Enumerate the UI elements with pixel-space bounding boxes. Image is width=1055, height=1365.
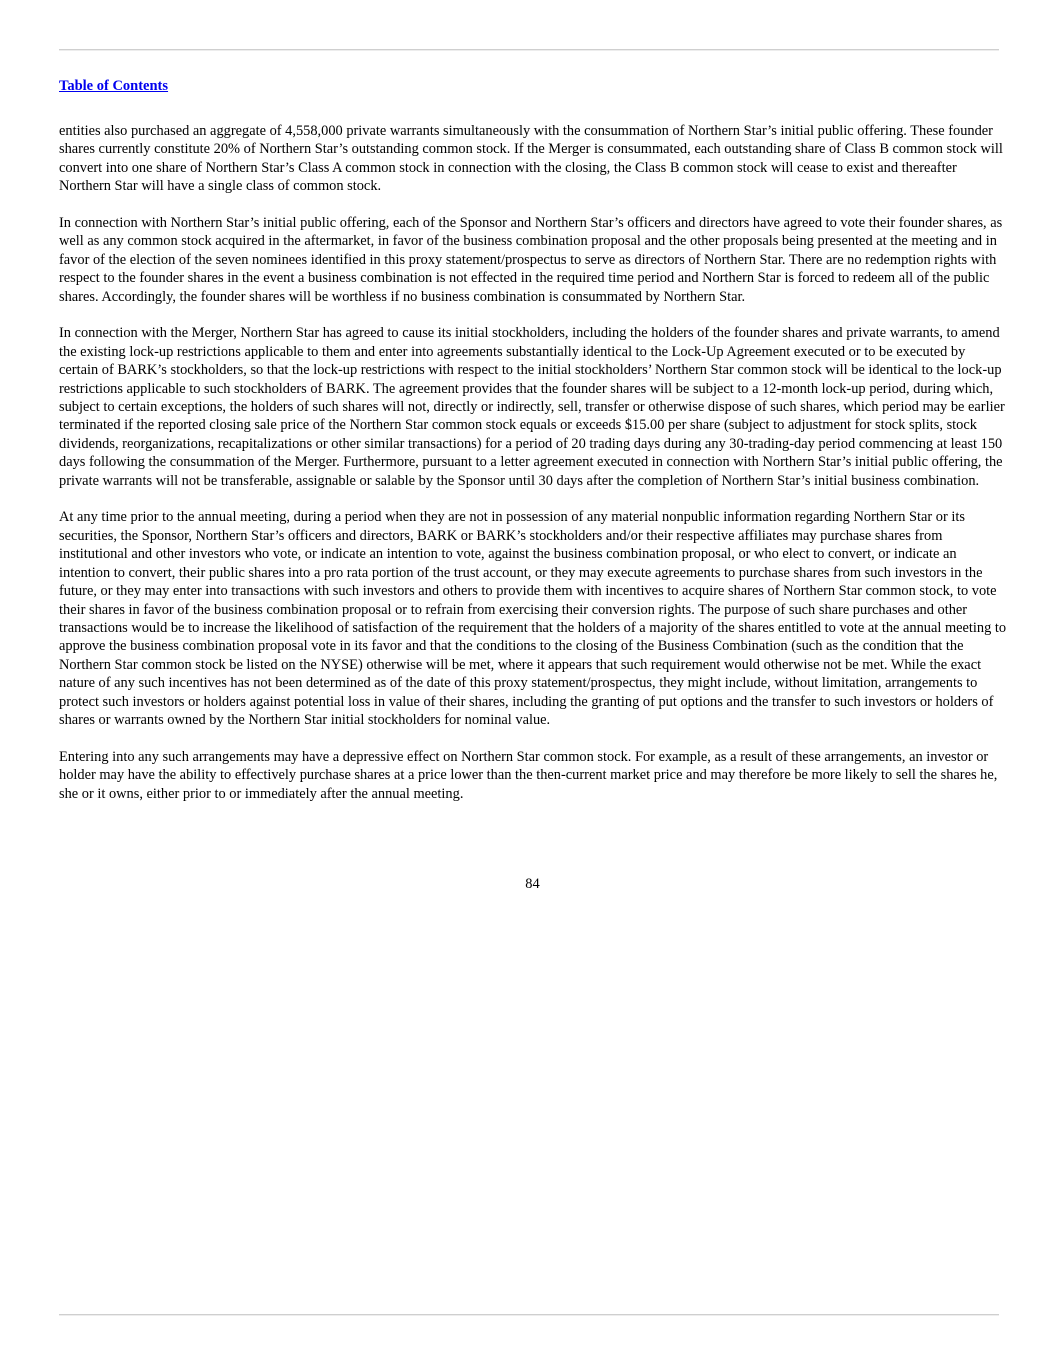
paragraph-3: In connection with the Merger, Northern Star has agreed to cause its initial stockholders, including the holders of the founder shares and private warrants, to amend the existing lock-up restrictions applicable to them and enter into agreements substantially identical to the Lock-Up Agreement executed or to be executed by certain of BARK’s stockholders, so that the lock-up restrictions with respect to the initial stockholders’ Northern Star common stock will be identical to the lock-up restrictions applicable to such stockholders of BARK. The agreement provides that the founder shares will be subject to a 12-month lock-up period, during which, subject to certain exceptions, the holders of such shares will not, directly or indirectly, sell, transfer or otherwise dispose of such shares, which period may be earlier terminated if the reported closing sale price of the Northern Star common stock equals or exceeds $15.00 per share (subject to adjustment for stock splits, stock dividends, reorganizations, recapitalizations or other similar transactions) for a period of 20 trading days during any 30-trading-day period commencing at least 150 days following the consummation of the Merger. Furthermore, pursuant to a letter agreement executed in connection with Northern Star’s initial public offering, the private warrants will not be transferable, assignable or salable by the Sponsor until 30 days after the completion of Northern Star’s initial business combination. — [59, 325, 1005, 489]
table-of-contents-link[interactable]: Table of Contents — [59, 78, 169, 94]
paragraph-4: At any time prior to the annual meeting, during a period when they are not in possession of any material nonpublic information regarding Northern Star or its securities, the Sponsor, Northern Star’s officers and directors, BARK or BARK’s stockholders and/or their respective affiliates may purchase shares from institutional and other investors who vote, or indicate an intention to vote, against the business combination proposal, or who elect to convert, or indicate an intention to convert, their public shares into a pro rata portion of the trust account, or they may execute agreements to purchase shares from such investors in the future, or they may enter into transactions with such investors and others to provide them with incentives to acquire shares of Northern Star common stock, to vote their shares in favor of the business combination proposal or to refrain from exercising their conversion rights. The purpose of such share purchases and other transactions would be to increase the likelihood of satisfaction of the requirement that the holders of a majority of the shares entitled to vote at the annual meeting to approve the business combination proposal vote in its favor and that the conditions to the closing of the Business Combination (such as the condition that the Northern Star common stock be listed on the NYSE) otherwise will be met, where it appears that such requirement would otherwise not be met. While the exact nature of any such incentives has not been determined as of the date of this proxy statement/prospectus, they might include, without limitation, arrangements to protect such investors or holders against potential loss in value of their shares, including the granting of put options and the transfer to such investors or holders of shares or warrants owned by the Northern Star initial stockholders for nominal value. — [59, 509, 1007, 728]
page-number: 84 — [525, 876, 540, 892]
document-body — [59, 122, 1007, 821]
bottom-divider — [59, 1314, 999, 1315]
top-divider — [59, 49, 999, 50]
paragraph-1: entities also purchased an aggregate of 4,558,000 private warrants simultaneously with the consummation of Northern Star’s initial public offering. These founder shares currently constitute 20% of Northern Star’s outstanding common stock. If the Merger is consummated, each outstanding share of Class B common stock will convert into one share of Northern Star’s Class A common stock in connection with the closing, the Class B common stock will cease to exist and thereafter Northern Star will have a single class of common stock. — [59, 123, 1003, 195]
paragraph-5: Entering into any such arrangements may have a depressive effect on Northern Star common stock. For example, as a result of these arrangements, an investor or holder may have the ability to effectively purchase shares at a price lower than the then-current market price and may therefore be more likely to sell the shares he, she or it owns, either prior to or immediately after the annual meeting. — [59, 748, 998, 802]
paragraph-2: In connection with Northern Star’s initial public offering, each of the Sponsor and Northern Star’s officers and directors have agreed to vote their founder shares, as well as any common stock acquired in the aftermarket, in favor of the business combination proposal and the other proposals being presented at the meeting and in favor of the election of the seven nominees identified in this proxy statement/prospectus to serve as directors of Northern Star. There are no redemption rights with respect to the founder shares in the event a business combination is not effected in the required time period and Northern Star is forced to redeem all of the public shares. Accordingly, the founder shares will be worthless if no business combination is consummated by Northern Star. — [59, 215, 1003, 305]
